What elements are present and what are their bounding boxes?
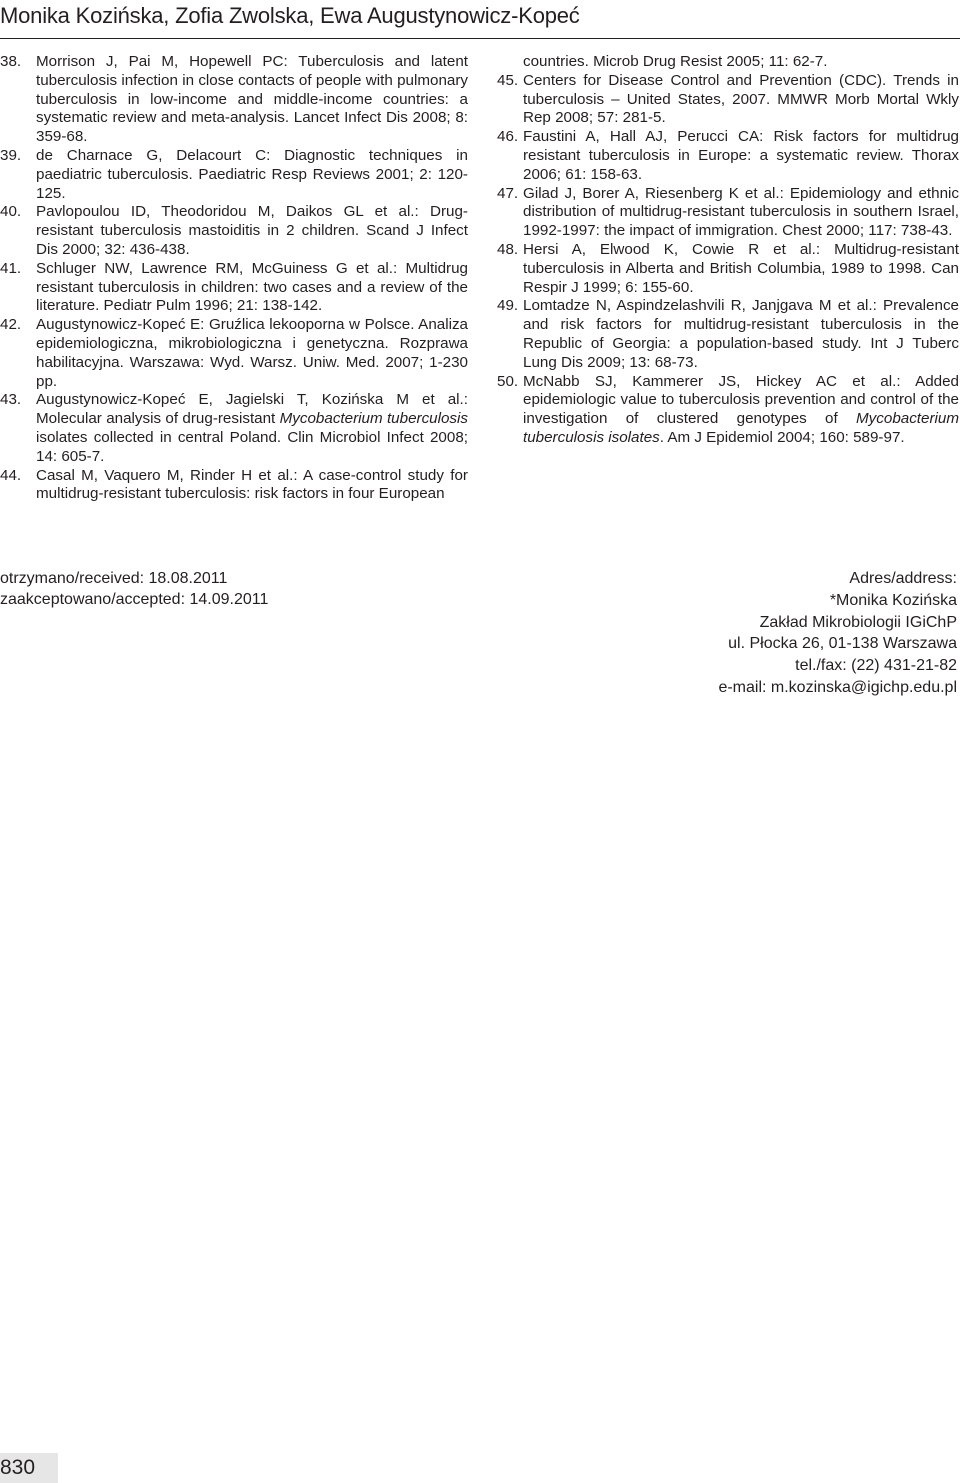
address-label: Adres/address: bbox=[849, 570, 957, 587]
reference-text bbox=[523, 128, 959, 183]
reference-text bbox=[36, 316, 468, 389]
reference-text-part: . Am J Epidemiol 2004; 160: 589-97. bbox=[659, 428, 905, 446]
reference-text-part: Casal M, Vaquero M, Rinder H et al.: A case-control study for multidrug-resistant tuberculosis: risk factors in four European bbox=[36, 466, 468, 503]
reference-number: 43. bbox=[0, 391, 22, 409]
reference-text-part: Augustynowicz-Kopeć E: Gruźlica lekooporna w Polsce. Analiza epidemiologiczna, mikrobiologiczna i genetyczna. Rozprawa habilitacyjna. Warszawa: Wyd. Warsz. Uniw. Med. 2007; 1-230 pp. bbox=[36, 316, 468, 390]
reference-item bbox=[0, 316, 468, 391]
reference-item bbox=[497, 185, 959, 241]
running-header bbox=[0, 0, 960, 39]
reference-number: 47. bbox=[497, 184, 519, 202]
reference-text bbox=[523, 72, 959, 127]
reference-text bbox=[36, 467, 468, 503]
reference-text-part: Morrison J, Pai M, Hopewell PC: Tuberculosis and latent tuberculosis infection in close contacts of people with pulmonary tuberculosis in low-income and middle-income countries: a systematic review and meta-analysis. Lancet Infect Dis 2008; 8: 359-68. bbox=[36, 53, 468, 146]
reference-text-part: Augustynowicz-Kopeć E, Jagielski T, Kozińska M et al.: Molecular analysis of drug-resistant bbox=[36, 391, 468, 428]
reference-text bbox=[523, 373, 959, 446]
reference-text bbox=[36, 147, 468, 202]
reference-text-part: Schluger NW, Lawrence RM, McGuiness G et al.: Multidrug resistant tuberculosis in children: two cases and a review of the literature. Pediatr Pulm 1996; 21: 138-142. bbox=[36, 259, 468, 315]
address-name: *Monika Kozińska bbox=[829, 591, 957, 609]
reference-text-part: Centers for Disease Control and Prevention (CDC). Trends in tuberculosis – United States, 2007. MMWR Morb Mortal Wkly Rep 2008; 57: 281-5. bbox=[523, 71, 959, 127]
reference-number: 48. bbox=[497, 240, 519, 258]
address-street: ul. Płocka 26, 01-138 Warszawa bbox=[728, 635, 957, 653]
references-right-column bbox=[497, 53, 959, 448]
correspondence-address bbox=[718, 568, 957, 699]
reference-item bbox=[497, 297, 959, 372]
reference-item bbox=[497, 241, 959, 297]
reference-italic-text: Mycobacterium tuberculosis bbox=[279, 410, 468, 428]
reference-text bbox=[523, 185, 959, 240]
address-email: e-mail: m.kozinska@igichp.edu.pl bbox=[718, 678, 957, 696]
reference-text-part: Faustini A, Hall AJ, Perucci CA: Risk factors for multidrug resistant tuberculosis in Europe: a systematic review. Thorax 2006; 61: 158-63. bbox=[523, 128, 959, 183]
references-left-column bbox=[0, 53, 468, 504]
reference-number: 38. bbox=[0, 53, 22, 70]
reference-text-part: Lomtadze N, Aspindzelashvili R, Janjgava M et al.: Prevalence and risk factors for multidrug-resistant tuberculosis in the Republic of Georgia: a population-based study. Int J Tuberc Lung Dis 2009; 13: 68-73. bbox=[523, 297, 959, 371]
reference-number: 42. bbox=[0, 316, 22, 334]
reference-text bbox=[36, 391, 468, 464]
reference-number: 44. bbox=[0, 466, 22, 484]
reference-number: 45. bbox=[497, 71, 519, 89]
header-authors: Monika Kozińska, Zofia Zwolska, Ewa Augustynowicz-Kopeć bbox=[0, 3, 580, 28]
reference-item bbox=[497, 373, 959, 448]
reference-item bbox=[0, 147, 468, 203]
reference-text bbox=[36, 260, 468, 315]
address-institution: Zakład Mikrobiologii IGiChP bbox=[759, 613, 957, 631]
reference-number: 49. bbox=[497, 297, 519, 315]
references-right-list bbox=[497, 72, 959, 448]
received-date: otrzymano/received: 18.08.2011 bbox=[0, 570, 228, 587]
reference-text bbox=[36, 53, 468, 145]
accepted-date: zaakceptowano/accepted: 14.09.2011 bbox=[0, 591, 269, 608]
reference-text-part: Hersi A, Elwood K, Cowie R et al.: Multidrug-resistant tuberculosis in Alberta and British Columbia, 1989 to 1998. Can Respir J 1999; 6: 155-60. bbox=[523, 240, 959, 296]
reference-text bbox=[36, 203, 468, 258]
page-number: 830 bbox=[0, 1453, 58, 1483]
reference-text-part: de Charnace G, Delacourt C: Diagnostic techniques in paediatric tuberculosis. Paediatric Resp Reviews 2001; 2: 120-125. bbox=[36, 146, 468, 202]
reference-text bbox=[523, 241, 959, 296]
reference-item bbox=[497, 72, 959, 128]
reference-number: 41. bbox=[0, 259, 22, 277]
reference-item bbox=[0, 53, 468, 147]
reference-number: 50. bbox=[497, 372, 519, 390]
reference-text-part: Gilad J, Borer A, Riesenberg K et al.: Epidemiology and ethnic distribution of multidrug-resistant tuberculosis in southern Israel, 1992-1997: the impact of immigration. Chest 2000; 117: 738-43. bbox=[523, 184, 959, 240]
reference-number: 46. bbox=[497, 128, 519, 146]
reference-number: 39. bbox=[0, 146, 22, 164]
reference-text-part: Pavlopoulou ID, Theodoridou M, Daikos GL et al.: Drug-resistant tuberculosis mastoiditis in 2 children. Scand J Infect Dis 2000; 32: 436-438. bbox=[36, 203, 468, 258]
reference-item bbox=[0, 203, 468, 259]
address-phone: tel./fax: (22) 431-21-82 bbox=[795, 657, 957, 675]
reference-text-part: isolates collected in central Poland. Clin Microbiol Infect 2008; 14: 605-7. bbox=[36, 428, 468, 465]
reference-italic-text: Mycobacterium tuberculosis isolates bbox=[523, 410, 959, 446]
reference-item bbox=[0, 467, 468, 505]
reference-number: 40. bbox=[0, 203, 22, 221]
reference-item bbox=[0, 391, 468, 466]
reference-item bbox=[497, 128, 959, 184]
reference-text bbox=[523, 297, 959, 370]
reference-text-part: McNabb SJ, Kammerer JS, Hickey AC et al.: Added epidemiologic value to tuberculosis prevention and control of the investigation of clustered genotypes of bbox=[523, 372, 959, 428]
submission-dates bbox=[0, 568, 268, 610]
reference-44-continuation: countries. Microb Drug Resist 2005; 11: 62-7. bbox=[523, 53, 828, 70]
reference-item bbox=[0, 260, 468, 316]
